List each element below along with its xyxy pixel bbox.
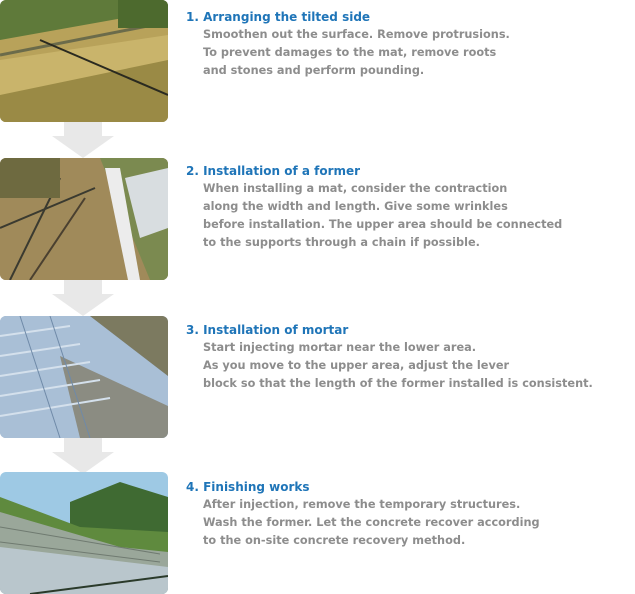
- step-2-title: 2. Installation of a former: [186, 164, 361, 178]
- step-4-line-3: to the on-site concrete recovery method.: [203, 534, 466, 547]
- down-arrow-icon: [52, 122, 114, 158]
- step-2: [186, 163, 626, 252]
- step-2-line-1: When installing a mat, consider the contraction: [203, 182, 508, 195]
- step-3-title: 3. Installation of mortar: [186, 323, 349, 337]
- step-1-title: 1. Arranging the tilted side: [186, 10, 371, 24]
- down-arrow-icon: [52, 280, 114, 316]
- step-3-photo: [0, 316, 168, 438]
- step-2-line-3: before installation. The upper area should be connected: [203, 218, 563, 231]
- step-1-line-3: and stones and perform pounding.: [203, 64, 425, 77]
- step-4-line-1: After injection, remove the temporary structures.: [203, 498, 521, 511]
- step-1: [186, 9, 626, 80]
- down-arrow-icon: [52, 438, 114, 474]
- step-2-line-2: along the width and length. Give some wrinkles: [203, 200, 508, 213]
- step-3-line-2: As you move to the upper area, adjust the lever: [203, 359, 510, 372]
- step-3-line-1: Start injecting mortar near the lower area.: [203, 341, 477, 354]
- step-2-line-4: to the supports through a chain if possible.: [203, 236, 480, 249]
- step-1-photo: [0, 0, 168, 122]
- step-4: [186, 479, 626, 550]
- step-4-photo: [0, 472, 168, 594]
- step-3: [186, 322, 626, 393]
- step-1-line-1: Smoothen out the surface. Remove protrusions.: [203, 28, 510, 41]
- step-4-line-2: Wash the former. Let the concrete recover according: [203, 516, 540, 529]
- step-2-photo: [0, 158, 168, 280]
- step-4-title: 4. Finishing works: [186, 480, 310, 494]
- step-1-line-2: To prevent damages to the mat, remove roots: [203, 46, 497, 59]
- step-3-line-3: block so that the length of the former installed is consistent.: [203, 377, 593, 390]
